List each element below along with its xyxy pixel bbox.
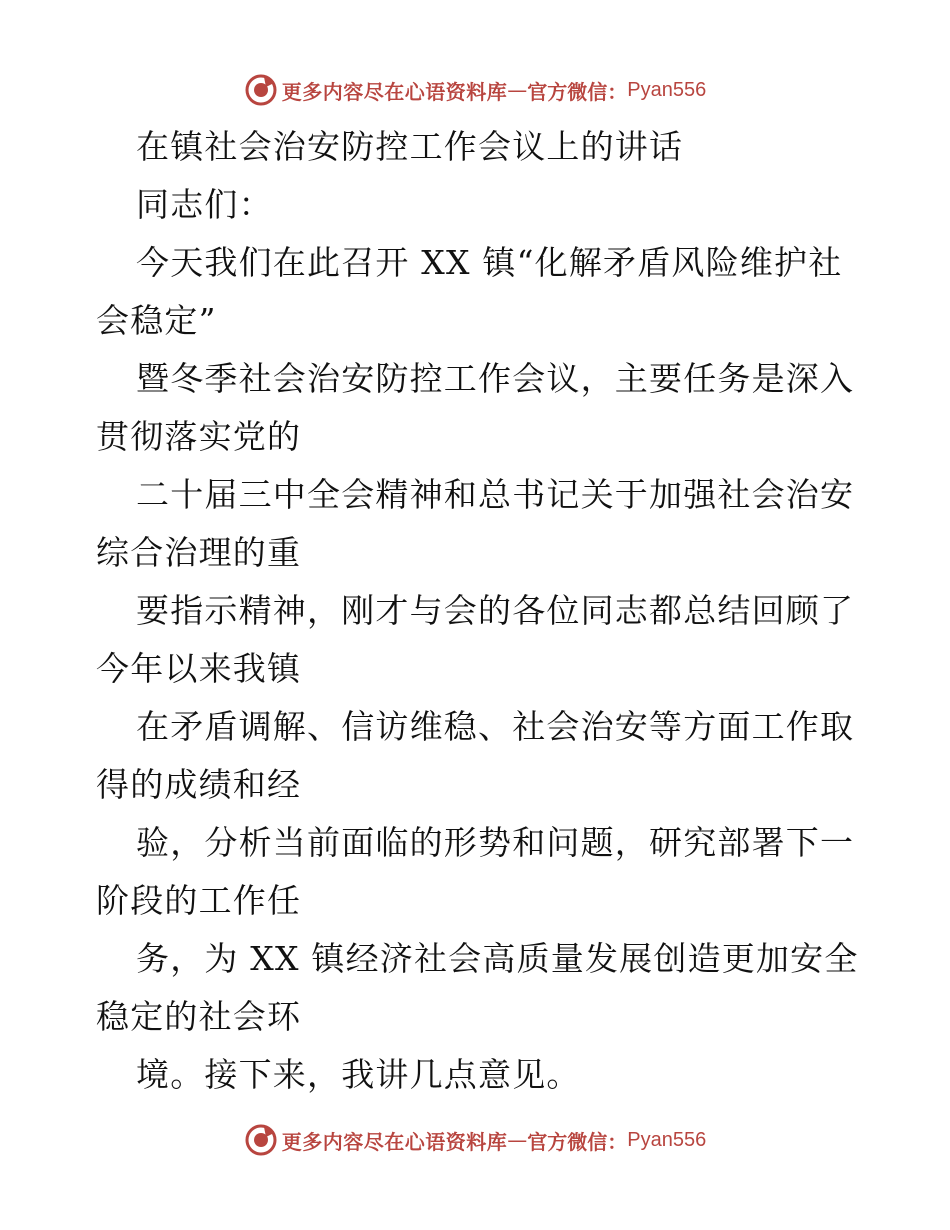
banner-slogan: 更多内容尽在心语资料库 (281, 1129, 508, 1154)
text-line: 在矛盾调解、信访维稳、社会治安等方面工作取 (136, 707, 855, 746)
header-banner (0, 70, 950, 110)
text-line: 得的成绩和经 (96, 765, 302, 804)
logo-icon (244, 1123, 278, 1157)
text-line: 暨冬季社会治安防控工作会议，主要任务是深入 (136, 359, 855, 398)
text-line: 要指示精神，刚才与会的各位同志都总结回顾了 (136, 591, 855, 630)
text-line: 阶段的工作任 (96, 881, 302, 920)
text-line: 今年以来我镇 (96, 649, 302, 688)
text-line: 综合治理的重 (96, 533, 302, 572)
logo-icon (244, 73, 278, 107)
banner-wechat-id: Pyan556 (627, 1128, 707, 1151)
banner-slogan: 更多内容尽在心语资料库 (281, 79, 508, 104)
banner-wechat-label: 官方微信： (527, 1129, 628, 1154)
text-line: 稳定的社会环 (96, 997, 302, 1036)
document-title: 在镇社会治安防控工作会议上的讲话 (136, 127, 684, 166)
banner-wechat-id: Pyan556 (627, 78, 707, 101)
document-salutation: 同志们： (136, 185, 273, 224)
text-line: 务，为 XX 镇经济社会高质量发展创造更加安全 (136, 939, 859, 978)
text-line: 二十届三中全会精神和总书记关于加强社会治安 (136, 475, 855, 514)
text-line: 验，分析当前面临的形势和问题，研究部署下一 (136, 823, 855, 862)
banner-wechat-label: 官方微信： (527, 79, 628, 104)
text-line: 贯彻落实党的 (96, 417, 302, 456)
text-line: 会稳定” (96, 301, 217, 340)
text-line: 境。接下来，我讲几点意见。 (136, 1055, 581, 1094)
banner-separator: — (507, 78, 528, 102)
document-body (96, 118, 859, 1104)
footer-banner (0, 1120, 950, 1160)
text-line: 今天我们在此召开 XX 镇“化解矛盾风险维护社 (136, 243, 843, 282)
banner-separator: — (507, 1128, 528, 1152)
